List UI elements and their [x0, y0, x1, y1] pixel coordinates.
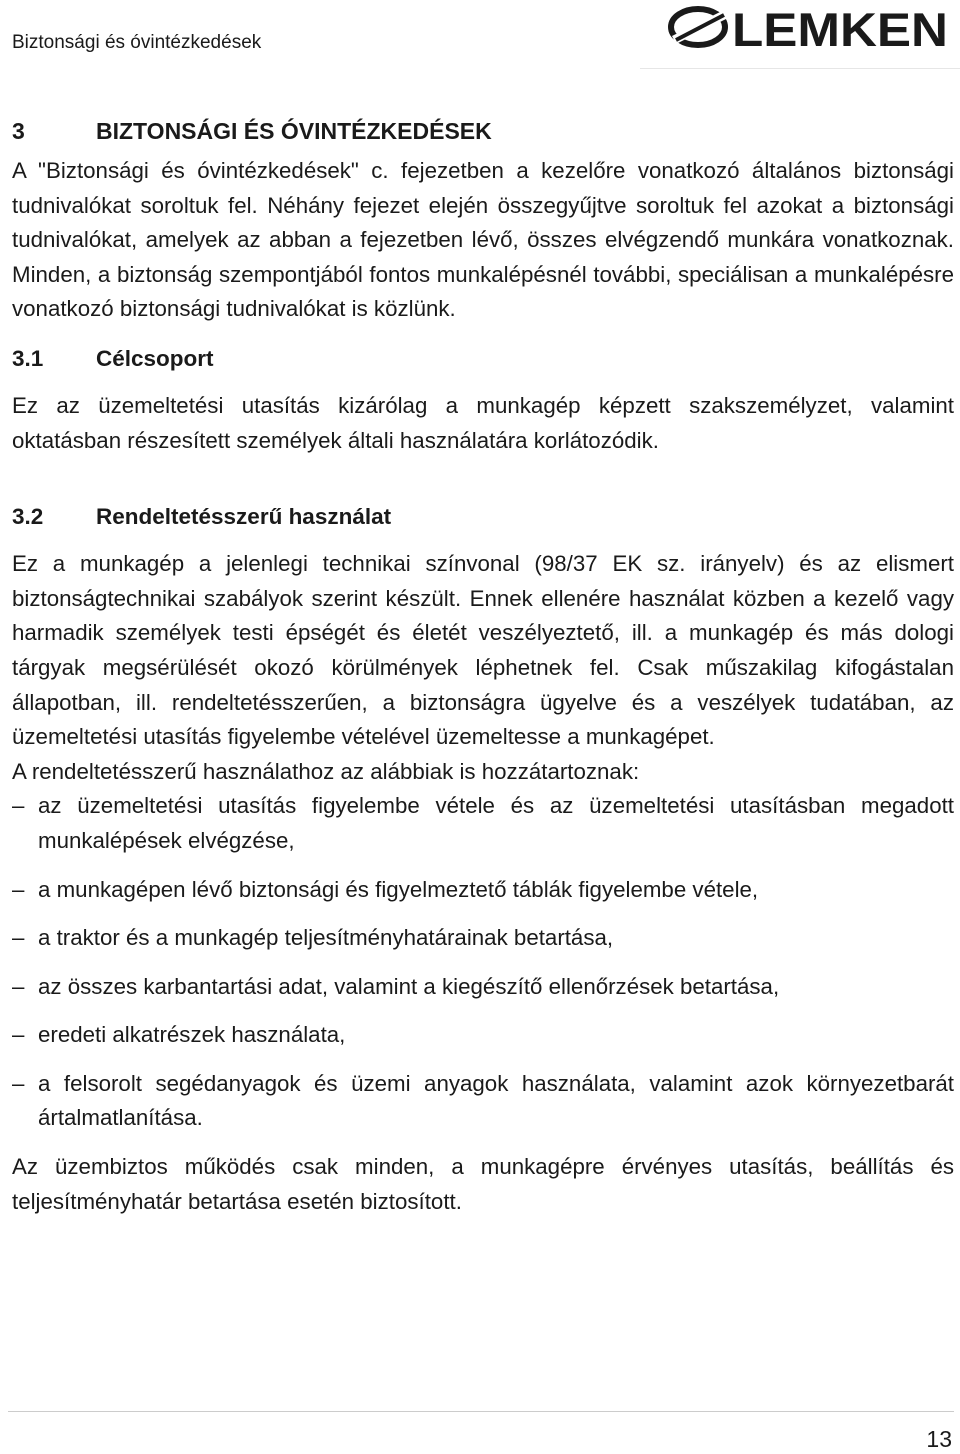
- dash-icon: –: [12, 876, 25, 902]
- running-title: Biztonsági és óvintézkedések: [12, 32, 262, 53]
- header-divider: [640, 68, 960, 69]
- section-number: 3.2: [12, 504, 44, 530]
- section-3-2-heading: [12, 500, 954, 534]
- list-intro: A rendeltetésszerű használathoz az alábbiak is hozzátartoznak:: [12, 758, 640, 784]
- list-item: [12, 921, 954, 956]
- section-title: BIZTONSÁGI ÉS ÓVINTÉZKEDÉSEK: [96, 118, 492, 144]
- section-number: 3: [12, 118, 25, 144]
- section-3-paragraph: A "Biztonsági és óvintézkedések" c. fejezetben a kezelőre vonatkozó általános biztonsági tudnivalókat soroltuk fel. Néhány fejezet elején összegyűjtve soroltuk fel azokat a biztonsági tudnivalókat, amelyek az abban a fejezetben lévő, összes elvégzendő munkára vonatkoznak. Minden, a biztonság szempontjából fontos munkalépésnél további, speciálisan a munkalépésre vonatkozó biztonsági tudnivalókat is közlünk.: [12, 158, 954, 322]
- list-item: [12, 970, 954, 1005]
- section-number: 3.1: [12, 345, 44, 371]
- logo-text: LEMKEN: [732, 3, 948, 56]
- list-item-text: a felsorolt segédanyagok és üzemi anyagok használata, valamint azok környezetbarát ártalmatlanítása.: [38, 1070, 954, 1131]
- page-number: 13: [926, 1426, 952, 1452]
- section-3-heading: [12, 114, 954, 148]
- dash-icon: –: [12, 1070, 25, 1096]
- section-3-1-heading: [12, 342, 954, 376]
- list-item-text: eredeti alkatrészek használata,: [38, 1022, 346, 1048]
- section-title: Célcsoport: [96, 345, 214, 371]
- list-item-text: a traktor és a munkagép teljesítményhatárainak betartása,: [38, 925, 614, 951]
- list-item: [12, 1067, 954, 1136]
- list-item: [12, 873, 954, 908]
- usage-list: [12, 789, 954, 1136]
- section-3-1-paragraph: Ez az üzemeltetési utasítás kizárólag a munkagép képzett szakszemélyzet, valamint oktatásban részesített személyek általi használatára korlátozódik.: [12, 392, 954, 453]
- lemken-logo: [668, 0, 952, 58]
- dash-icon: –: [12, 1022, 25, 1048]
- dash-icon: –: [12, 973, 25, 999]
- document-body: [12, 114, 954, 1219]
- closing-paragraph: Az üzembiztos működés csak minden, a munkagépre érvényes utasítás, beállítás és teljesítményhatár betartása esetén biztosított.: [12, 1154, 954, 1214]
- list-item: [12, 1018, 954, 1053]
- footer-divider: [8, 1411, 954, 1412]
- section-title: Rendeltetésszerű használat: [96, 504, 392, 530]
- list-item-text: az üzemeltetési utasítás figyelembe vétele és az üzemeltetési utasításban megadott munkalépések elvégzése,: [38, 793, 954, 853]
- list-item-text: az összes karbantartási adat, valamint a kiegészítő ellenőrzések betartása,: [38, 973, 780, 999]
- list-item-text: a munkagépen lévő biztonsági és figyelmeztető táblák figyelembe vétele,: [38, 876, 759, 902]
- section-3-2-paragraph: Ez a munkagép a jelenlegi technikai színvonal (98/37 EK sz. irányelv) és az elismert biztonságtechnikai szabályok szerint készült. Ennek ellenére használat közben a kezelő vagy harmadik személyek testi épségét és életét veszélyeztető, ill. a munkagép és más dologi tárgyak megsérülését okozó körülmények léphetnek fel. Csak műszakilag kifogástalan állapotban, ill. rendeltetésszerűen, a biztonságra ügyelve és a veszélyek tudatában, az üzemeltetési utasítás figyelembe vételével üzemeltesse a munkagépet.: [12, 551, 954, 750]
- list-item: [12, 789, 954, 858]
- page-header: [0, 0, 960, 72]
- lemken-emblem-icon: [671, 9, 726, 45]
- dash-icon: –: [12, 925, 25, 951]
- dash-icon: –: [12, 793, 25, 819]
